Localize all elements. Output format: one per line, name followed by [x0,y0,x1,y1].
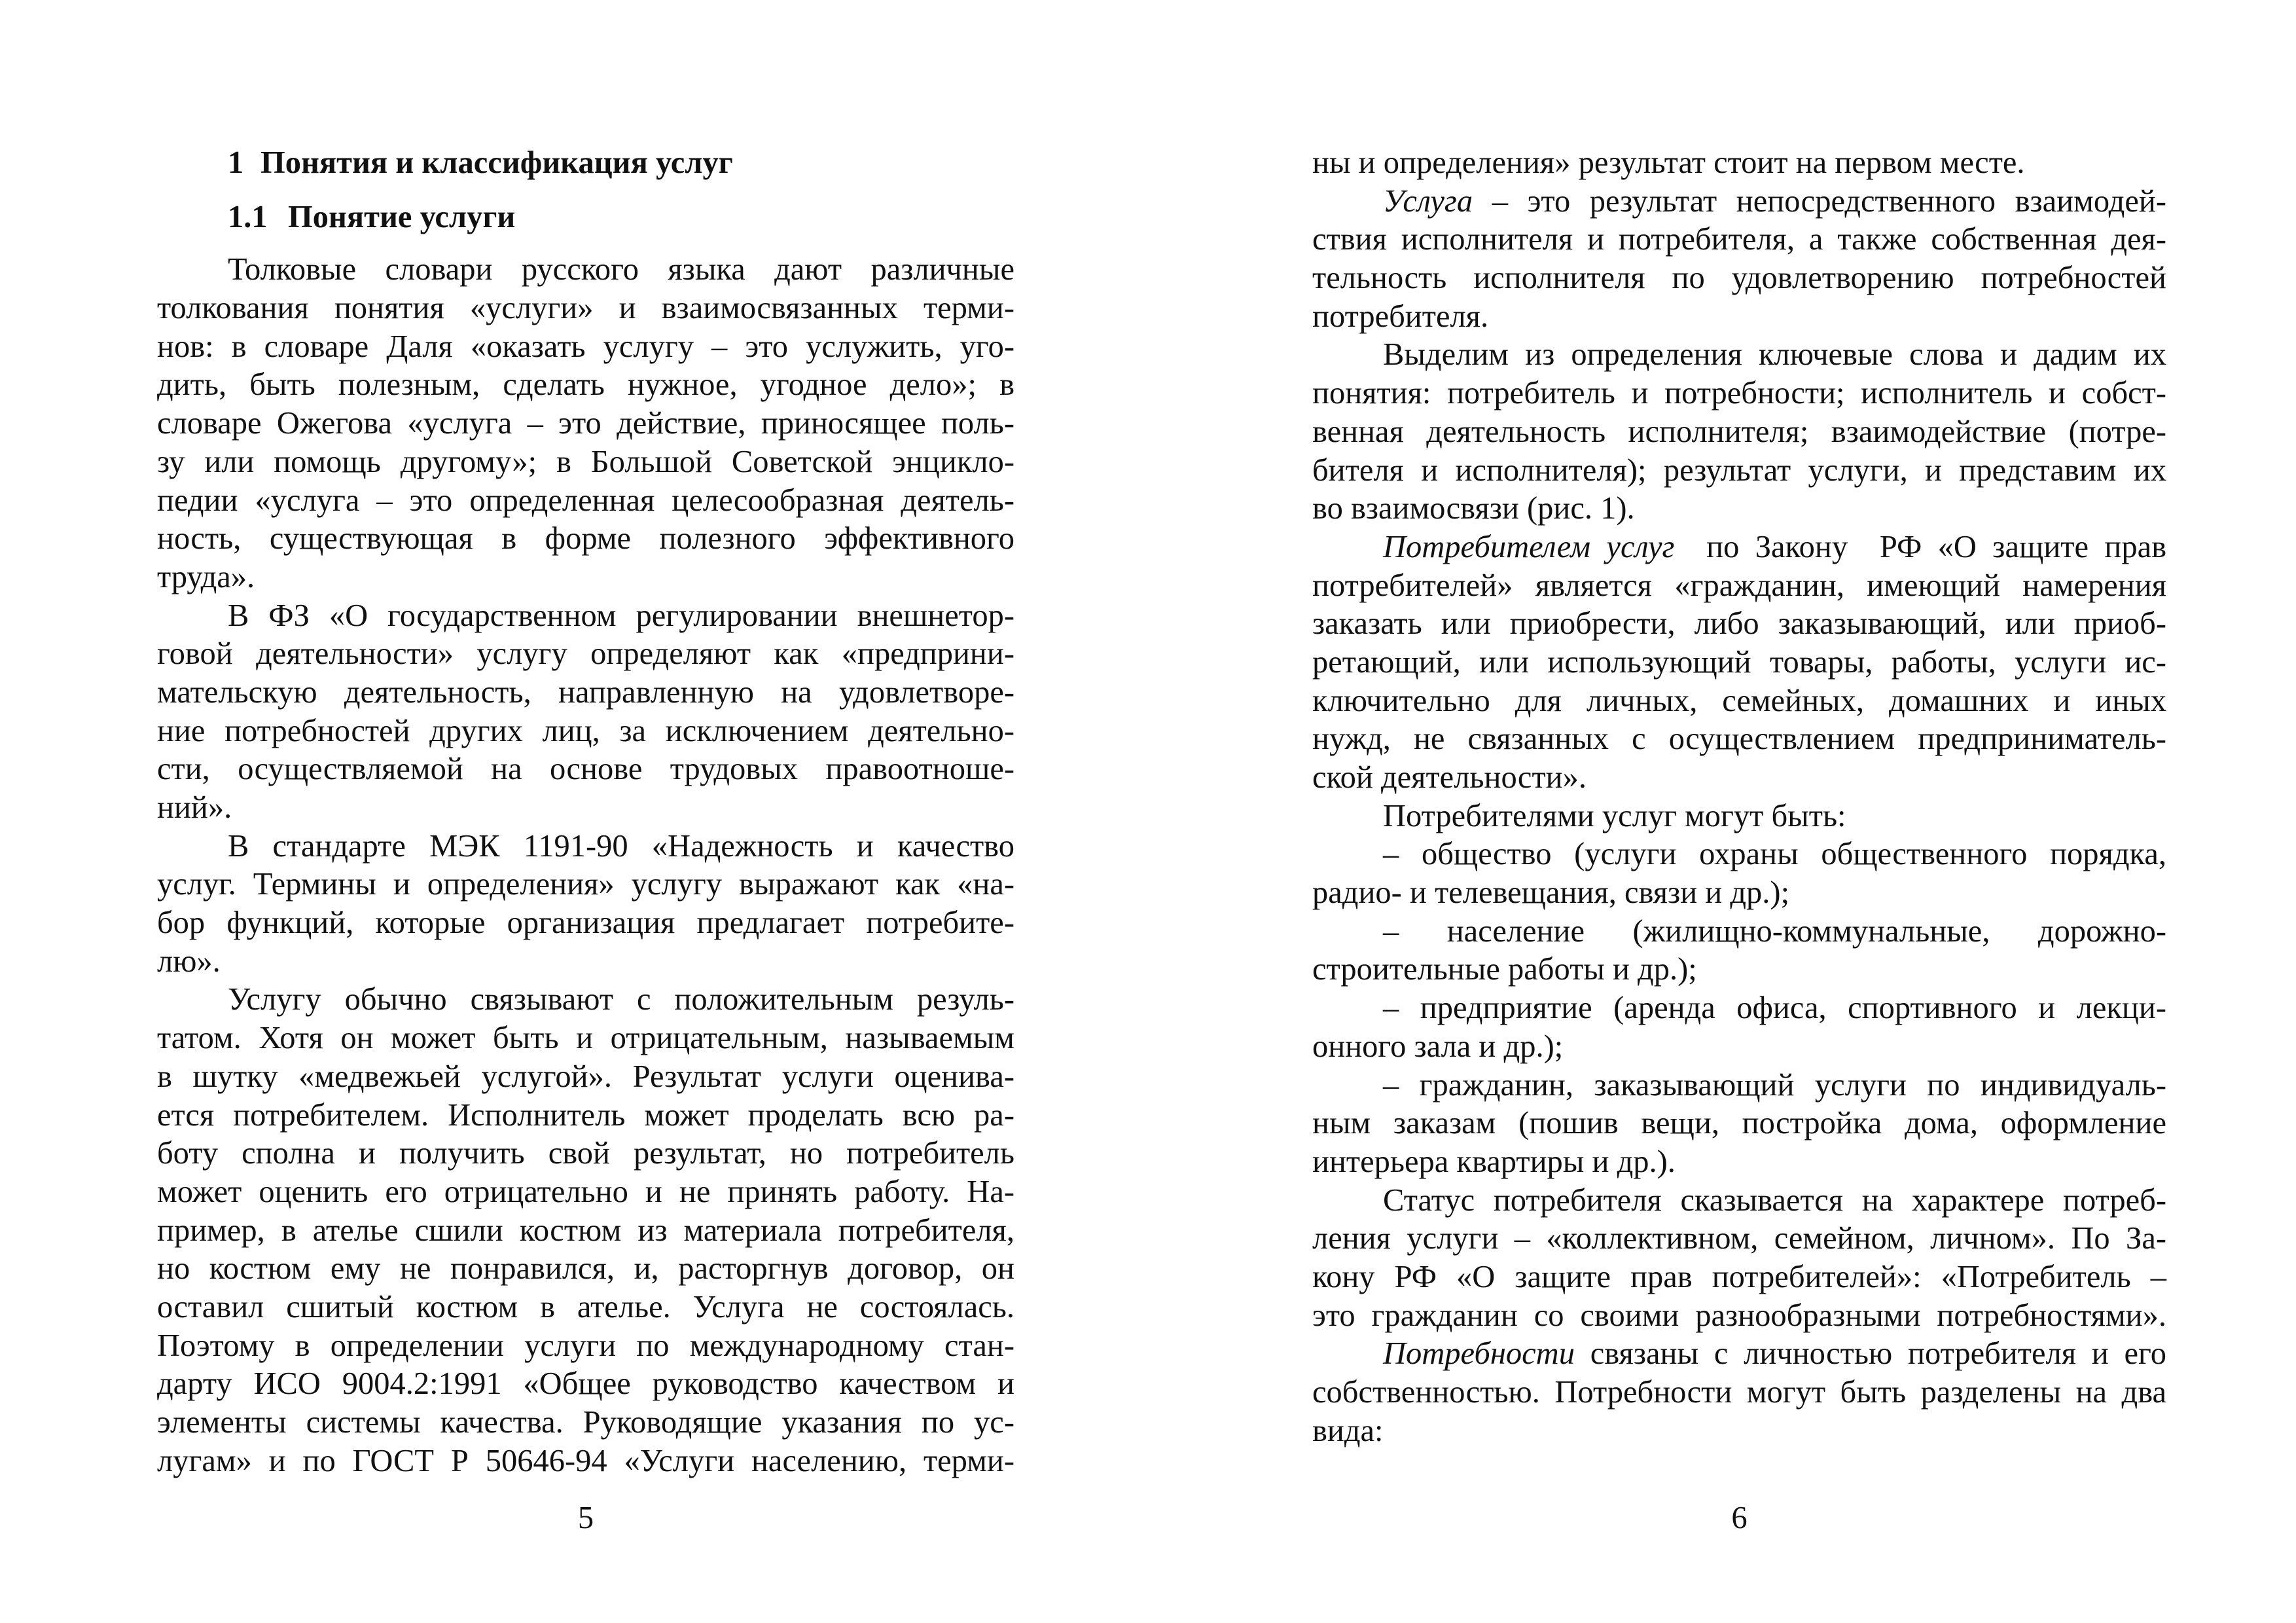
text-line: ность, существующая в форме полезного эффективного [157,521,1014,556]
text-line: бор функций, которые организация предлагает потребите- [157,905,1014,941]
text-line: труда». [157,559,255,594]
text-line: дарту ИСО 9004.2:1991 «Общее руководство качеством и [157,1366,1014,1402]
text-line: ется потребителем. Исполнитель может проделать всю ра- [157,1097,1014,1133]
text-line: услуг. Термины и определения» услугу выражают как «на- [157,867,1014,902]
text-fragment: связаны с личностью потребителя и его [1574,1336,2166,1372]
text-line: кону РФ «О защите прав потребителей»: «Потребитель – [1312,1259,2166,1294]
text-line [1312,1335,2166,1374]
text-line: словаре Ожегова «услуга – это действие, приносящее поль- [157,406,1014,441]
text-line: ской деятельности». [1312,760,1587,795]
text-fragment: – это результат непосредственного взаимодей- [1473,183,2166,219]
chapter-heading [157,144,1014,183]
text-line: радио- и телевещания, связи и др.); [1312,875,1790,911]
text-line: ключительно для личных, семейных, домашних и иных [1312,683,2166,718]
list-item: – предприятие (аренда офиса, спортивного и лекци- [1383,991,2166,1026]
page-number: 5 [577,1501,594,1535]
text-line [1312,183,2166,221]
text-fragment: по Закону РФ «О защите прав [1674,529,2167,564]
text-line: строительные работы и др.); [1312,952,1697,987]
section-title: Понятие услуги [288,199,516,234]
section-heading [157,198,1014,237]
list-item: – гражданин, заказывающий услуги по индивидуаль- [1383,1067,2166,1103]
text-line: боту сполна и получить свой результат, но потребитель [157,1136,1014,1171]
text-line: вида: [1312,1413,1384,1448]
text-line: В стандарте МЭК 1191-90 «Надежность и качество [228,828,1014,864]
text-line: Толковые словари русского языка дают различные [228,252,1014,287]
text-line: во взаимосвязи (рис. 1). [1312,491,1635,526]
text-line: оставил сшитый костюм в ателье. Услуга не состоялась. [157,1289,1014,1324]
text-line: это гражданин со своими разнообразными потребностями». [1312,1298,2166,1333]
text-line: может оценить его отрицательно и не принять работу. На- [157,1174,1014,1209]
text-line: ствия исполнителя и потребителя, а также собственная дея- [1312,222,2166,257]
left-page [157,0,1014,1623]
text-line: говой деятельности» услугу определяют как «предприни- [157,636,1014,672]
text-line: в шутку «медвежьей услугой». Результат услуги оценива- [157,1059,1014,1094]
text-line: ретающий, или использующий товары, работы, услуги ис- [1312,644,2166,680]
left-page-text [157,144,1014,1480]
text-line: ние потребностей других лиц, за исключением деятельно- [157,713,1014,748]
text-line: понятия: потребитель и потребности; исполнитель и собст- [1312,376,2166,411]
text-line: педии «услуга – это определенная целесообразная деятель- [157,483,1014,518]
text-line: бителя и исполнителя); результат услуги, и представим их [1312,452,2166,488]
text-line: пример, в ателье сшили костюм из материала потребителя, [157,1213,1014,1248]
term-usluga: Услуга [1383,183,1473,219]
text-line: нов: в словаре Даля «оказать услугу – это услужить, уго- [157,329,1014,364]
text-line: мательскую деятельность, направленную на удовлетворе- [157,674,1014,710]
text-line: ным заказам (пошив вещи, постройка дома, оформление [1312,1106,2166,1141]
text-line: зу или помощь другому»; в Большой Советской энцикло- [157,444,1014,479]
text-line: Выделим из определения ключевые слова и дадим их [1383,337,2166,373]
text-line: нужд, не связанных с осуществлением предприниматель- [1312,721,2166,757]
text-line: ны и определения» результат стоит на первом месте. [1312,145,2025,180]
text-line: потребителя. [1312,299,1489,334]
right-page-text [1312,144,2166,1450]
text-line: тельность исполнителя по удовлетворению потребностей [1312,261,2166,296]
text-line: татом. Хотя он может быть и отрицательным, называемым [157,1021,1014,1056]
text-line: венная деятельность исполнителя; взаимодействие (потре- [1312,414,2166,449]
page-number: 6 [1731,1501,1748,1535]
text-line: В ФЗ «О государственном регулировании внешнетор- [228,598,1014,633]
list-item: – общество (услуги охраны общественного порядка, [1383,837,2166,872]
term-potrebnosti: Потребности [1383,1336,1575,1372]
text-line: дить, быть полезным, сделать нужное, угодное дело»; в [157,367,1014,403]
term-potrebitel: Потребителем услуг [1383,529,1675,564]
text-line: Потребителями услуг могут быть: [1383,798,1846,833]
text-line: толкования понятия «услуги» и взаимосвязанных терми- [157,291,1014,326]
right-page [1312,0,2166,1623]
text-line: Поэтому в определении услуги по международному стан- [157,1328,1014,1363]
chapter-number: 1 [228,145,244,180]
text-line: лю». [157,943,221,979]
text-line: потребителей» является «гражданин, имеющий намерения [1312,568,2166,603]
text-line: Услугу обычно связывают с положительным резуль- [228,982,1014,1017]
text-line: ления услуги – «коллективном, семейном, личном». По За- [1312,1221,2166,1256]
section-number: 1.1 [228,199,268,234]
text-line [1312,528,2166,567]
text-line: но костюм ему не понравился, и, расторгнув договор, он [157,1251,1014,1286]
text-line: интерьера квартиры и др.). [1312,1144,1676,1179]
text-line: ний». [157,790,232,825]
text-line: собственностью. Потребности могут быть разделены на два [1312,1375,2166,1410]
text-line: онного зала и др.); [1312,1029,1564,1064]
text-line: заказать или приобрести, либо заказывающий, или приоб- [1312,606,2166,642]
chapter-title: Понятия и классификация услуг [260,145,733,180]
list-item: – население (жилищно-коммунальные, дорожно- [1383,913,2166,949]
text-line: сти, осуществляемой на основе трудовых правоотноше- [157,752,1014,787]
text-line: лугам» и по ГОСТ Р 50646-94 «Услуги населению, терми- [157,1443,1014,1478]
text-line: Статус потребителя сказывается на характере потреб- [1383,1182,2166,1218]
text-line: элементы системы качества. Руководящие указания по ус- [157,1405,1014,1440]
